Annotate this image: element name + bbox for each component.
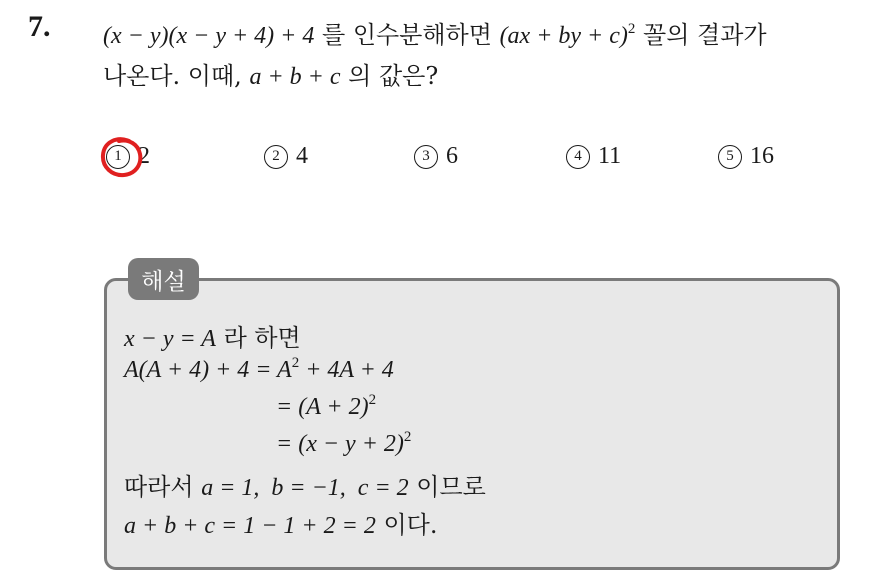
solution-line-5-text-2: 이므로 — [416, 473, 486, 501]
choice-1-marker: 1 — [106, 145, 130, 169]
choice-3[interactable] — [414, 143, 458, 170]
solution-line-2 — [124, 355, 394, 384]
choice-2[interactable] — [264, 143, 308, 170]
solution-line-6-expr: a + b + c = 1 − 1 + 2 = 2 — [124, 513, 376, 539]
solution-line-2-exponent: 2 — [291, 355, 300, 371]
choice-5-value: 16 — [750, 143, 774, 169]
choice-4[interactable] — [566, 143, 621, 170]
solution-line-4-exponent: 2 — [403, 429, 412, 445]
solution-line-5 — [124, 467, 486, 502]
solution-line-3-expr: = (A + 2) — [276, 394, 369, 420]
solution-line-4 — [276, 429, 411, 458]
choice-5[interactable] — [718, 143, 774, 170]
solution-line-6 — [124, 505, 437, 540]
solution-line-3-exponent: 2 — [368, 392, 377, 408]
question-number: 7. — [28, 10, 51, 43]
choice-2-value: 4 — [296, 143, 308, 169]
choice-3-marker: 3 — [414, 145, 438, 169]
choice-4-value: 11 — [598, 143, 622, 169]
choice-2-marker: 2 — [264, 145, 288, 169]
choice-4-marker: 4 — [566, 145, 590, 169]
question-text-1: 를 인수분해하면 — [322, 21, 492, 49]
question-line-1 — [103, 15, 767, 50]
solution-line-1-text: 라 하면 — [223, 324, 301, 352]
question-line-2 — [103, 56, 438, 91]
solution-line-1-expr: x − y = A — [124, 326, 216, 352]
question-form: (ax + by + c) — [499, 23, 628, 49]
solution-line-2-rhs: + 4A + 4 — [299, 357, 394, 383]
answer-circle-mark — [99, 135, 145, 179]
solution-line-4-expr: = (x − y + 2) — [276, 431, 404, 457]
solution-line-5-text-1: 따라서 — [124, 473, 194, 501]
solution-line-5-expr: a = 1, b = −1, c = 2 — [201, 475, 409, 501]
choice-5-marker: 5 — [718, 145, 742, 169]
question-text-2: 꼴의 결과가 — [643, 21, 767, 49]
solution-line-6-text: 이다. — [383, 511, 438, 539]
question-sum-expression: a + b + c — [249, 64, 341, 90]
question-expression: (x − y)(x − y + 4) + 4 — [103, 23, 315, 49]
question-text-3: 나온다. 이때, — [103, 62, 242, 90]
choice-1-value: 2 — [138, 143, 150, 169]
solution-line-2-lhs: A(A + 4) + 4 = A — [124, 357, 292, 383]
solution-line-1 — [124, 318, 301, 353]
question-text-4: 의 값은? — [348, 62, 439, 90]
solution-line-3 — [276, 392, 376, 421]
solution-tag: 해설 — [128, 258, 199, 300]
choice-3-value: 6 — [446, 143, 458, 169]
question-form-exponent: 2 — [627, 21, 636, 37]
